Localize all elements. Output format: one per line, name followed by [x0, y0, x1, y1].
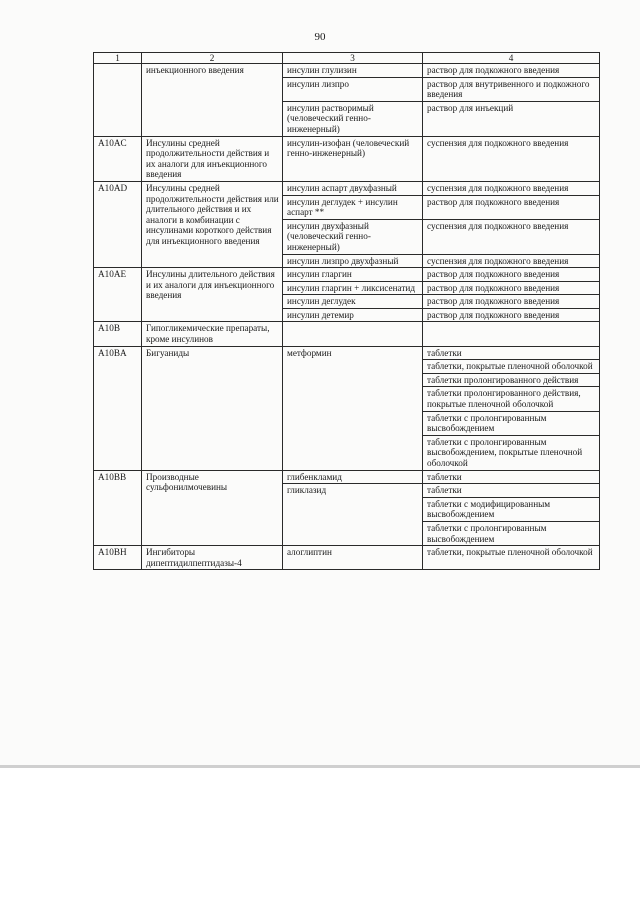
table-row: [94, 268, 600, 282]
substance-cell: инсулин лизпро двухфазный: [283, 254, 423, 268]
dosage-form-cell: таблетки, покрытые пленочной оболочкой: [423, 360, 600, 374]
substance-cell: инсулин гларгин: [283, 268, 423, 282]
table-row: [94, 136, 600, 181]
dosage-form-cell: раствор для подкожного введения: [423, 268, 600, 282]
group-name-cell: Бигуаниды: [142, 346, 283, 470]
drug-table: [93, 52, 600, 570]
group-name-cell: Инсулины средней продолжительности действия и их аналоги для инъекционного введения: [142, 136, 283, 181]
dosage-form-cell: таблетки с пролонгированным высвобождением: [423, 521, 600, 545]
dosage-form-cell: суспензия для подкожного введения: [423, 219, 600, 254]
header-col-4: 4: [423, 53, 600, 64]
substance-cell: инсулин гларгин + ликсисенатид: [283, 281, 423, 295]
substance-cell: метформин: [283, 346, 423, 470]
dosage-form-cell: таблетки: [423, 346, 600, 360]
table-row: [94, 181, 600, 195]
substance-cell: инсулин лизпро: [283, 77, 423, 101]
table-row: [94, 322, 600, 346]
dosage-form-cell: таблетки с модифицированным высвобождением: [423, 497, 600, 521]
table-row: [94, 346, 600, 360]
header-col-1: 1: [94, 53, 142, 64]
dosage-form-cell: таблетки: [423, 484, 600, 498]
group-name-cell: Гипогликемические препараты, кроме инсулинов: [142, 322, 283, 346]
dosage-form-cell: раствор для подкожного введения: [423, 195, 600, 219]
atc-code-cell: A10BB: [94, 470, 142, 546]
table-body: [94, 64, 600, 570]
table-row: [94, 546, 600, 570]
atc-code-cell: A10AE: [94, 268, 142, 322]
table-row: [94, 64, 600, 78]
substance-cell: инсулин глулизин: [283, 64, 423, 78]
substance-cell: [283, 322, 423, 346]
dosage-form-cell: раствор для подкожного введения: [423, 281, 600, 295]
group-name-cell: Производные сульфонилмочевины: [142, 470, 283, 546]
table-header-row: [94, 53, 600, 64]
dosage-form-cell: таблетки с пролонгированным высвобождением: [423, 411, 600, 435]
dosage-form-cell: раствор для подкожного введения: [423, 64, 600, 78]
dosage-form-cell: суспензия для подкожного введения: [423, 136, 600, 181]
dosage-form-cell: раствор для инъекций: [423, 101, 600, 136]
dosage-form-cell: раствор для внутривенного и подкожного введения: [423, 77, 600, 101]
dosage-form-cell: таблетки, покрытые пленочной оболочкой: [423, 546, 600, 570]
dosage-form-cell: таблетки: [423, 470, 600, 484]
table-row: [94, 470, 600, 484]
substance-cell: гликлазид: [283, 484, 423, 546]
dosage-form-cell: раствор для подкожного введения: [423, 308, 600, 322]
substance-cell: инсулин аспарт двухфазный: [283, 181, 423, 195]
substance-cell: инсулин-изофан (человеческий генно-инженерный): [283, 136, 423, 181]
page-number: 90: [314, 31, 326, 43]
substance-cell: инсулин детемир: [283, 308, 423, 322]
atc-code-cell: A10BH: [94, 546, 142, 570]
atc-code-cell: A10AC: [94, 136, 142, 181]
dosage-form-cell: таблетки пролонгированного действия, покрытые пленочной оболочкой: [423, 387, 600, 411]
dosage-form-cell: раствор для подкожного введения: [423, 295, 600, 309]
atc-code-cell: A10AD: [94, 181, 142, 267]
group-name-cell: Ингибиторы дипептидилпептидазы-4: [142, 546, 283, 570]
substance-cell: инсулин двухфазный (человеческий генно-инженерный): [283, 219, 423, 254]
group-name-cell: инъекционного введения: [142, 64, 283, 137]
substance-cell: инсулин деглудек + инсулин аспарт **: [283, 195, 423, 219]
group-name-cell: Инсулины средней продолжительности действия или длительного действия и их аналоги в комбинации с инсулинами короткого действия для инъекционного введения: [142, 181, 283, 267]
header-col-2: 2: [142, 53, 283, 64]
dosage-form-cell: таблетки с пролонгированным высвобождением, покрытые пленочной оболочкой: [423, 435, 600, 470]
atc-code-cell: A10BA: [94, 346, 142, 470]
atc-code-cell: A10B: [94, 322, 142, 346]
dosage-form-cell: суспензия для подкожного введения: [423, 181, 600, 195]
atc-code-cell: [94, 64, 142, 137]
substance-cell: инсулин деглудек: [283, 295, 423, 309]
dosage-form-cell: суспензия для подкожного введения: [423, 254, 600, 268]
substance-cell: глибенкламид: [283, 470, 423, 484]
dosage-form-cell: [423, 322, 600, 346]
substance-cell: алоглиптин: [283, 546, 423, 570]
dosage-form-cell: таблетки пролонгированного действия: [423, 373, 600, 387]
group-name-cell: Инсулины длительного действия и их аналоги для инъекционного введения: [142, 268, 283, 322]
header-col-3: 3: [283, 53, 423, 64]
substance-cell: инсулин растворимый (человеческий генно-инженерный): [283, 101, 423, 136]
